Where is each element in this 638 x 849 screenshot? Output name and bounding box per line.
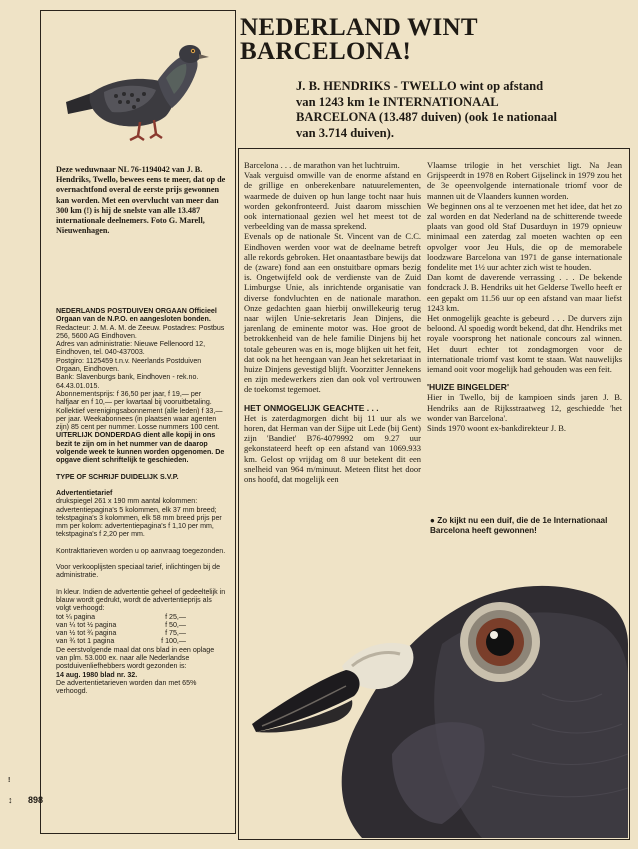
headline: [240, 16, 630, 64]
tier-label: van ¼ tot ½ pagina: [56, 620, 117, 629]
paragraph: Het is zaterdagmorgen dicht bij 11 uur als we horen, dat Herman van der Sijpe uit Lede (bij Gent) zijn 'Bandiet' B76-4079992 om 9.27 uur gekonstateerd heeft op een afstand van 1069.933 km. Gelost op vrijdag om 8 uur betekent dit een snelheid van 964 m/minuut. Meteen flitst het door ons hoofd, dat mogelijk een: [244, 412, 421, 485]
colophon-tarief: drukspiegel 261 x 190 mm aantal kolommen: advertentiepagina's 5 kolommen, elk 37 mm breed; tekstpagina's 3 kolommen, elk 58 mm breed prijs per mm per kolom: advertentiepagina's f 1,10 per mm, tekstpagina's f 2,20 per mm.: [56, 497, 222, 539]
article-column-2: [427, 160, 622, 433]
subhead-line: van 1243 km 1e INTERNATIONAAL: [296, 94, 499, 109]
colophon-kontrakt: Kontrakttarieven worden u op aanvraag toegezonden.: [56, 546, 226, 555]
colophon-tarief-title: Advertentietarief: [56, 488, 113, 497]
colophon-tier-row: [56, 613, 226, 621]
photo-caption: Deze weduwnaar NL 76-1194042 van J. B. Hendriks, Twello, bewees eens te meer, dat op de overnachtfond overal de eerste prijs gewonnen kan worden. Met een overvlucht van meer dan 300 km (!) is hij de snelste van alle 13.487 internationale deelnemers. Foto G. Marell, Nieuwenhagen.: [56, 165, 226, 236]
colophon-bank: Bank: Slavenburgs bank, Eindhoven - rek.no. 64.43.01.015.: [56, 373, 199, 390]
colophon-kleur: In kleur. Indien de advertentie geheel of gedeeltelijk in blauw wordt gedrukt, wordt de advertentieprijs als volgt verhoogd:: [56, 587, 226, 613]
bullet-dot-icon: ●: [430, 516, 438, 525]
headline-line: BARCELONA!: [240, 38, 412, 65]
margin-mark-icon: ↕: [8, 795, 13, 805]
paragraph: Het onmogelijk geachte is gebeurd . . . De durvers zijn beloond. Al spoedig wordt bekend, dat dhr. Hendriks met royale voorsprong het nationale concours zal winnen. Het duurt echter tot zondagmorgen voor de internationale triomf vast komt te staan. Wat nauwelijks iemand ooit voor mogelijk had gehouden was een feit.: [427, 313, 622, 375]
colophon: [56, 307, 226, 695]
bullet-caption: [430, 516, 626, 536]
colophon-slot: De advertentietarieven worden dan met 65% verhoogd.: [56, 678, 197, 696]
paragraph: Hier in Twello, bij de kampioen sinds jaren J. B. Hendriks aan de Rijksstraatweg 12, geschiedde 'het wonder van Barcelona'.: [427, 392, 622, 423]
subhead-line: van 3.714 duiven).: [296, 125, 394, 140]
tier-price: f 75,—: [165, 629, 186, 638]
colophon-tier-list: [56, 613, 226, 646]
colophon-administratie: Adres van administratie: Nieuwe Fellenoord 12, Eindhoven, tel. 040-437003.: [56, 340, 206, 357]
colophon-tier-row: [56, 637, 226, 645]
tier-label: tot ¼ pagina: [56, 612, 96, 621]
colophon-tier-row: [56, 621, 226, 629]
colophon-abonnement: Abonnementsprijs: f 36,50 per jaar, f 19,— per halfjaar en f 10,— per kwartaal bij vooruitbetaling. Kollektief verenigingsabonnement (alle leden) f 33,— per jaar. Weekabonnees (in plaatsen waar agenten zijn) 85 cent per nummer. Losse nummers 100 cent.: [56, 389, 223, 432]
margin-mark-icon: !: [8, 777, 11, 784]
paragraph: Sinds 1970 woont ex-bankdirekteur J. B.: [427, 423, 567, 434]
colophon-schrift: TYPE OF SCHRIJF DUIDELIJK S.V.P.: [56, 472, 179, 481]
page-number-text: 898: [28, 795, 44, 805]
colophon-postgiro: Postgiro: 1125459 t.n.v. Neerlands Postduiven Orgaan, Eindhoven.: [56, 356, 202, 374]
colophon-uiterlijk: UITERLIJK DONDERDAG dient alle kopij in ons bezit te zijn om in het nummer van de daarop volgende week te kunnen worden opgenomen. De opgave dient schriftelijk te geschieden.: [56, 431, 225, 465]
section-heading: HET ONMOGELIJK GEACHTE . . .: [244, 402, 379, 413]
subhead-line: BARCELONA (13.487 duiven) (ook 1e nationaal: [296, 110, 558, 124]
subheadline: [296, 79, 626, 141]
headline-line: NEDERLAND WINT: [240, 14, 478, 41]
article-column-1: [244, 160, 421, 484]
tier-price: f 100,—: [161, 637, 186, 646]
colophon-datum: 14 aug. 1980 blad nr. 32.: [56, 670, 138, 679]
pigeon-head-photo: [242, 554, 628, 838]
subhead-line: J. B. HENDRIKS - TWELLO wint op afstand: [296, 79, 544, 93]
tier-price: f 25,—: [165, 612, 186, 621]
paragraph: Evenals op de nationale St. Vincent van de C.C. Eindhoven werden voor wat de deelname betreft alle rekords gebroken. Het onaantastbare bewijs dat de (zware) fond aan een onstuitbare opmars bezig is. Ongetwijfeld ook de verdienste van de Zuid Limburgse Unie, als inrichtende organisatie van diverse fondvluchten en de nationale marathon. Onze gedachten gaan hierbij onwillekeurig terug naar wijlen Unie-sekretaris Jean Dinjens, die jarenlang de eminente motor was. Hoe groot de betrokkenheid van de hele familie Dinjens bij het totale gebeuren was en is, moge blijken uit het feit, dat ook na het heengaan van Jean het sekretariaat in huize Dinjens gevestigd blijft. Voorzitter Jennekens en zijn medewerkers zien dan ook vol vertrouwen de toekomst tegemoet.: [244, 231, 421, 395]
colophon-title: NEDERLANDS POSTDUIVEN ORGAAN Officieel Orgaan van de N.P.O. en aangesloten bonden.: [56, 307, 217, 324]
section-heading: 'HUIZE BINGELDER': [427, 382, 509, 393]
pigeon-photo-small: [60, 32, 210, 144]
bullet-text: Zo kijkt nu een duif, die de 1e Internationaal Barcelona heeft gewonnen!: [430, 516, 608, 536]
paragraph: Dan komt de daverende verrassing . . . De bekende fondcrack J. B. Hendriks uit het Gelderse Twello heeft er een gepakt om 11.56 uur op een afstand van maar liefst 1243 km.: [427, 272, 622, 313]
paragraph: Vlaamse trilogie in het verschiet ligt. Na Jean Grijspeerdt in 1978 en Robert Gijselinck in 1979 zou het de 3e opeenvolgende internationale triomf voor de mannen uit de Vlaanders kunnen worden.: [427, 160, 622, 201]
paragraph: Barcelona . . . de marathon van het luchtruim.: [244, 160, 400, 170]
colophon-tier-row: [56, 629, 226, 637]
tier-label: van ½ tot ¾ pagina: [56, 629, 117, 638]
paragraph: We beginnen ons al te verzoenen met het idee, dat het zo zal worden en dat Nederland na de schitterende tweede plaats van good old Staf Dusarduyn in 1979 opnieuw minimaal een zaterdag zal moeten wachten op een opvolger voor Jeu Huls, die op de memorabele loodzware Barcelona van 1971 de ganse internationale fondelite met 1½ uur achter zich wist te houden.: [427, 200, 622, 273]
colophon-verkoop: Voor verkooplijsten speciaal tarief, inlichtingen bij de administratie.: [56, 563, 221, 580]
tier-label: van ¾ tot 1 pagina: [56, 637, 115, 646]
tier-price: f 50,—: [165, 620, 186, 629]
colophon-redacteur: Redacteur: J. M. A. M. de Zeeuw. Postadres: Postbus 256, 5600 AG Eindhoven.: [56, 323, 225, 340]
paragraph: Vaak verguisd omwille van de enorme afstand en de grillige en onberekenbare natuurelementen, waarmede de duiven op hun lange tocht naar huis worden gekonfronteerd. Juist daarom misschien ook internationaal gezien wel het meest tot de verbeelding van de massa sprekend.: [244, 170, 421, 232]
colophon-eerstvolgende: De eerstvolgende maal dat ons blad in een oplage van plm. 53.000 ex. naar alle Nederlandse postduivenliefhebbers wordt gezonden is:: [56, 645, 215, 671]
